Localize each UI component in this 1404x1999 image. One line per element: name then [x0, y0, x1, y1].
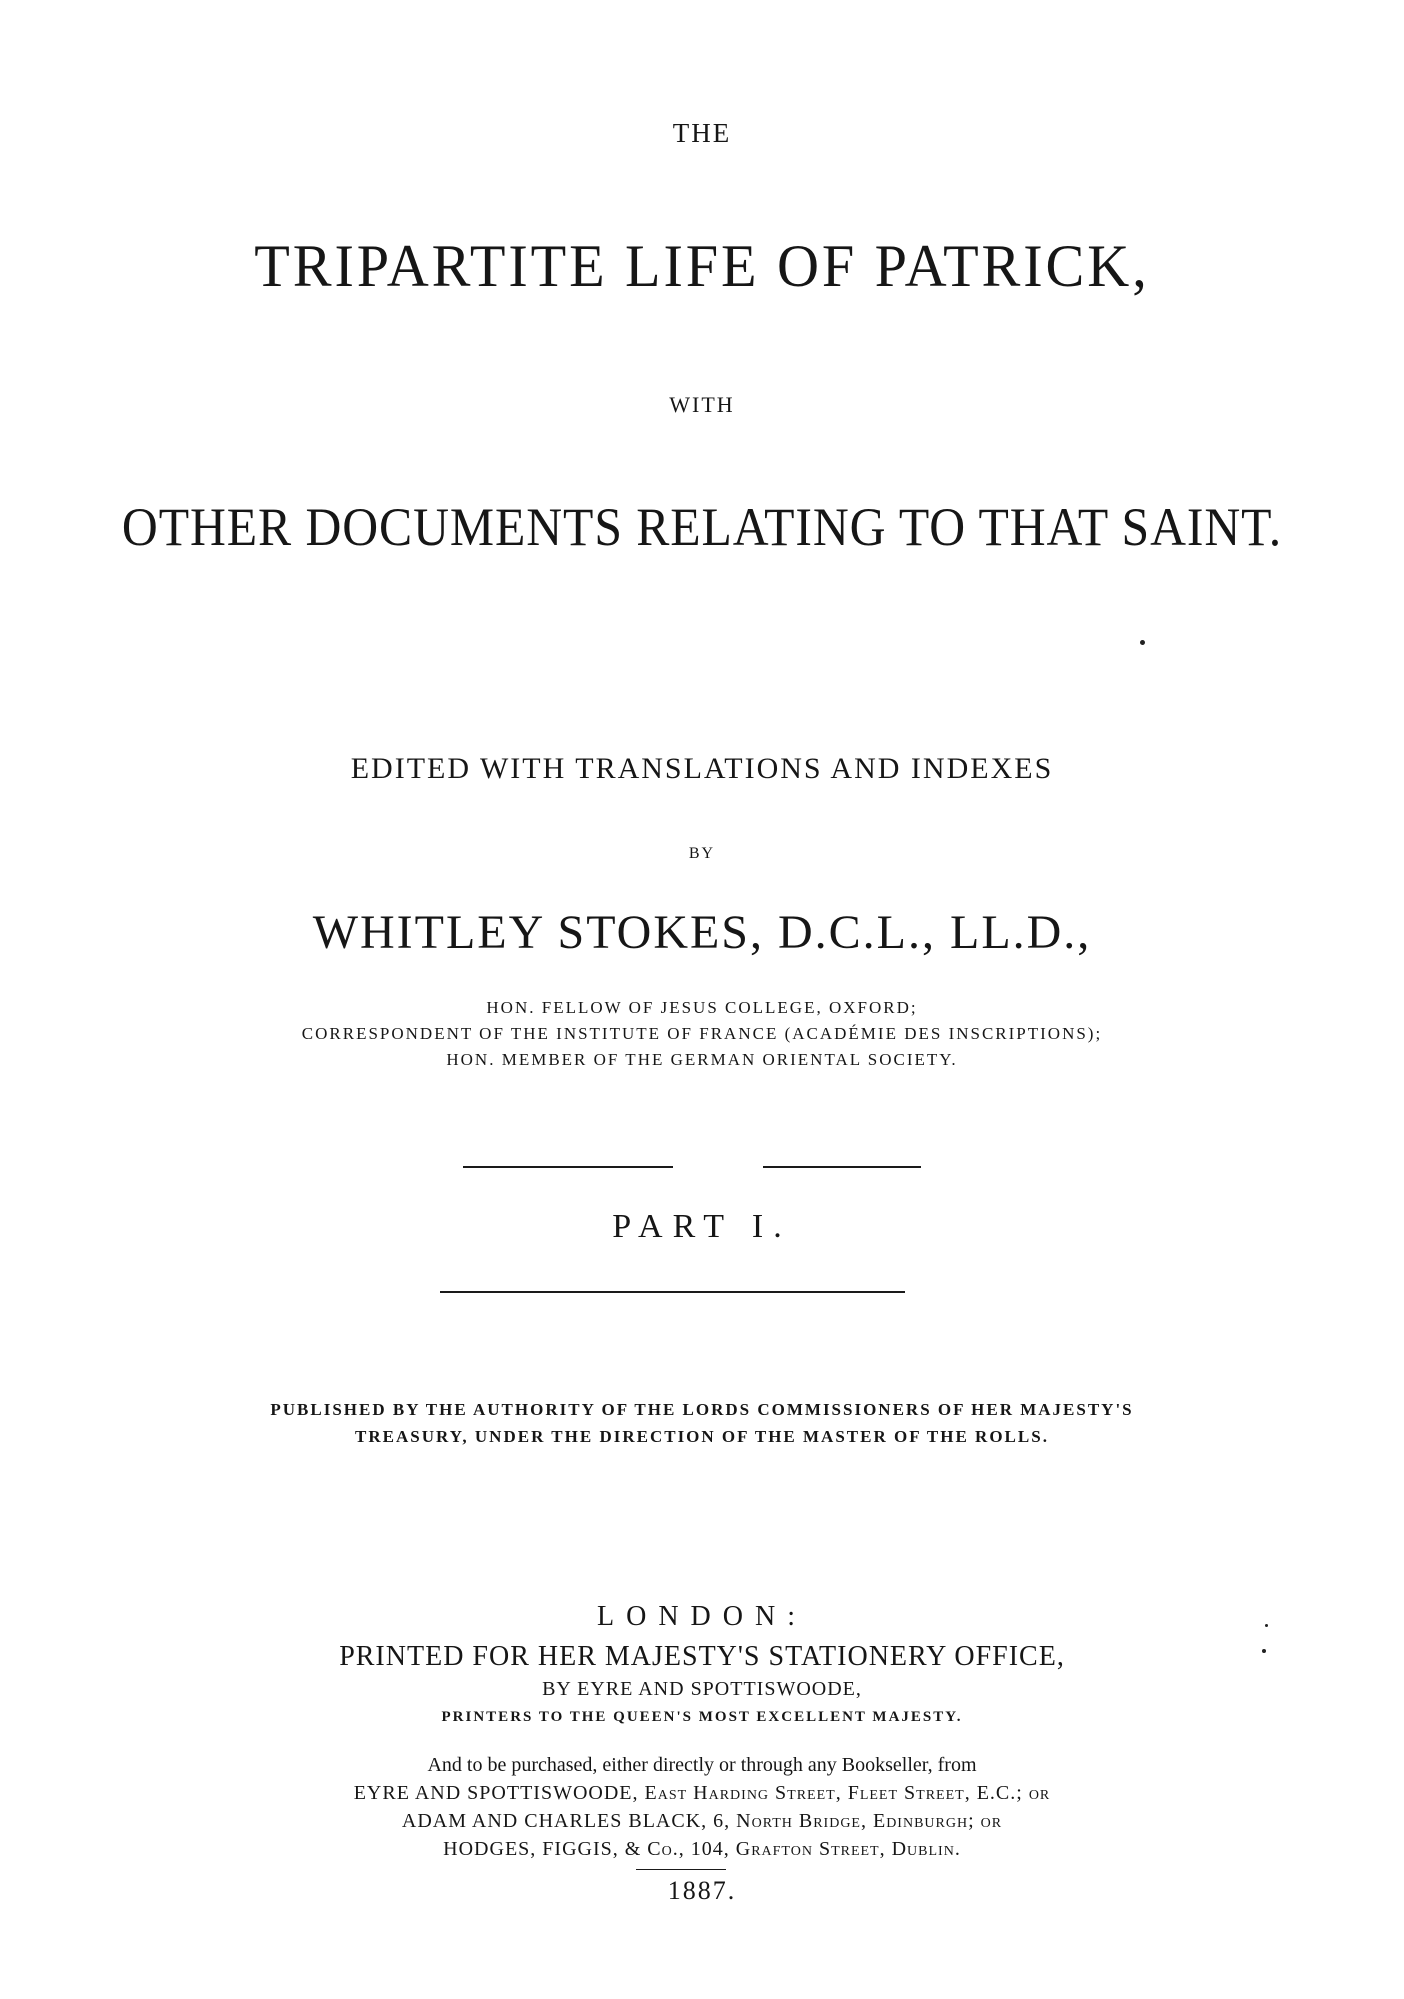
with-word: WITH: [669, 392, 735, 417]
by-word: BY: [688, 845, 716, 862]
author-name: WHITLEY STOKES, D.C.L., LL.D.,: [312, 906, 1092, 959]
seller-line-3: ADAM AND CHARLES BLACK, 6, North Bridge, Edinburgh; or: [401, 1810, 1003, 1832]
the-heading: THE: [672, 118, 732, 148]
seller-line-2: EYRE AND SPOTTISWOODE, East Harding Street, Fleet Street, E.C.; or: [353, 1782, 1051, 1804]
credential-line-2: CORRESPONDENT OF THE INSTITUTE OF FRANCE (ACADÉMIE DES INSCRIPTIONS);: [301, 1024, 1103, 1043]
credential-line-1: HON. FELLOW OF JESUS COLLEGE, OXFORD;: [486, 998, 918, 1017]
subtitle: OTHER DOCUMENTS RELATING TO THAT SAINT.: [121, 497, 1283, 557]
divider-rule-left: [463, 1166, 673, 1168]
seller-line-4: HODGES, FIGGIS, & Co., 104, Grafton Street, Dublin.: [443, 1838, 961, 1860]
year-rule: [636, 1869, 726, 1870]
publication-year: 1887.: [667, 1876, 737, 1905]
authority-line-2: TREASURY, UNDER THE DIRECTION OF THE MASTER OF THE ROLLS.: [355, 1427, 1049, 1446]
seller-line-1: And to be purchased, either directly or through any Bookseller, from: [427, 1754, 977, 1776]
divider-rule-right: [763, 1166, 921, 1168]
main-title: TRIPARTITE LIFE OF PATRICK,: [254, 233, 1150, 299]
divider-rule-lower: [440, 1291, 905, 1293]
edited-line: EDITED WITH TRANSLATIONS AND INDEXES: [350, 752, 1054, 785]
part-number: PART I.: [612, 1208, 792, 1245]
imprint-city: LONDON:: [597, 1601, 807, 1632]
speck-mark-margin-1: [1265, 1624, 1268, 1627]
speck-mark: [1140, 640, 1145, 645]
imprint-printed-for: PRINTED FOR HER MAJESTY'S STATIONERY OFFICE,: [339, 1641, 1065, 1672]
credential-line-3: HON. MEMBER OF THE GERMAN ORIENTAL SOCIETY.: [446, 1050, 958, 1069]
authority-line-1: PUBLISHED BY THE AUTHORITY OF THE LORDS COMMISSIONERS OF HER MAJESTY'S: [270, 1400, 1134, 1419]
imprint-printers-to: PRINTERS TO THE QUEEN'S MOST EXCELLENT MAJESTY.: [441, 1709, 963, 1725]
imprint-printer: BY EYRE AND SPOTTISWOODE,: [542, 1678, 862, 1700]
